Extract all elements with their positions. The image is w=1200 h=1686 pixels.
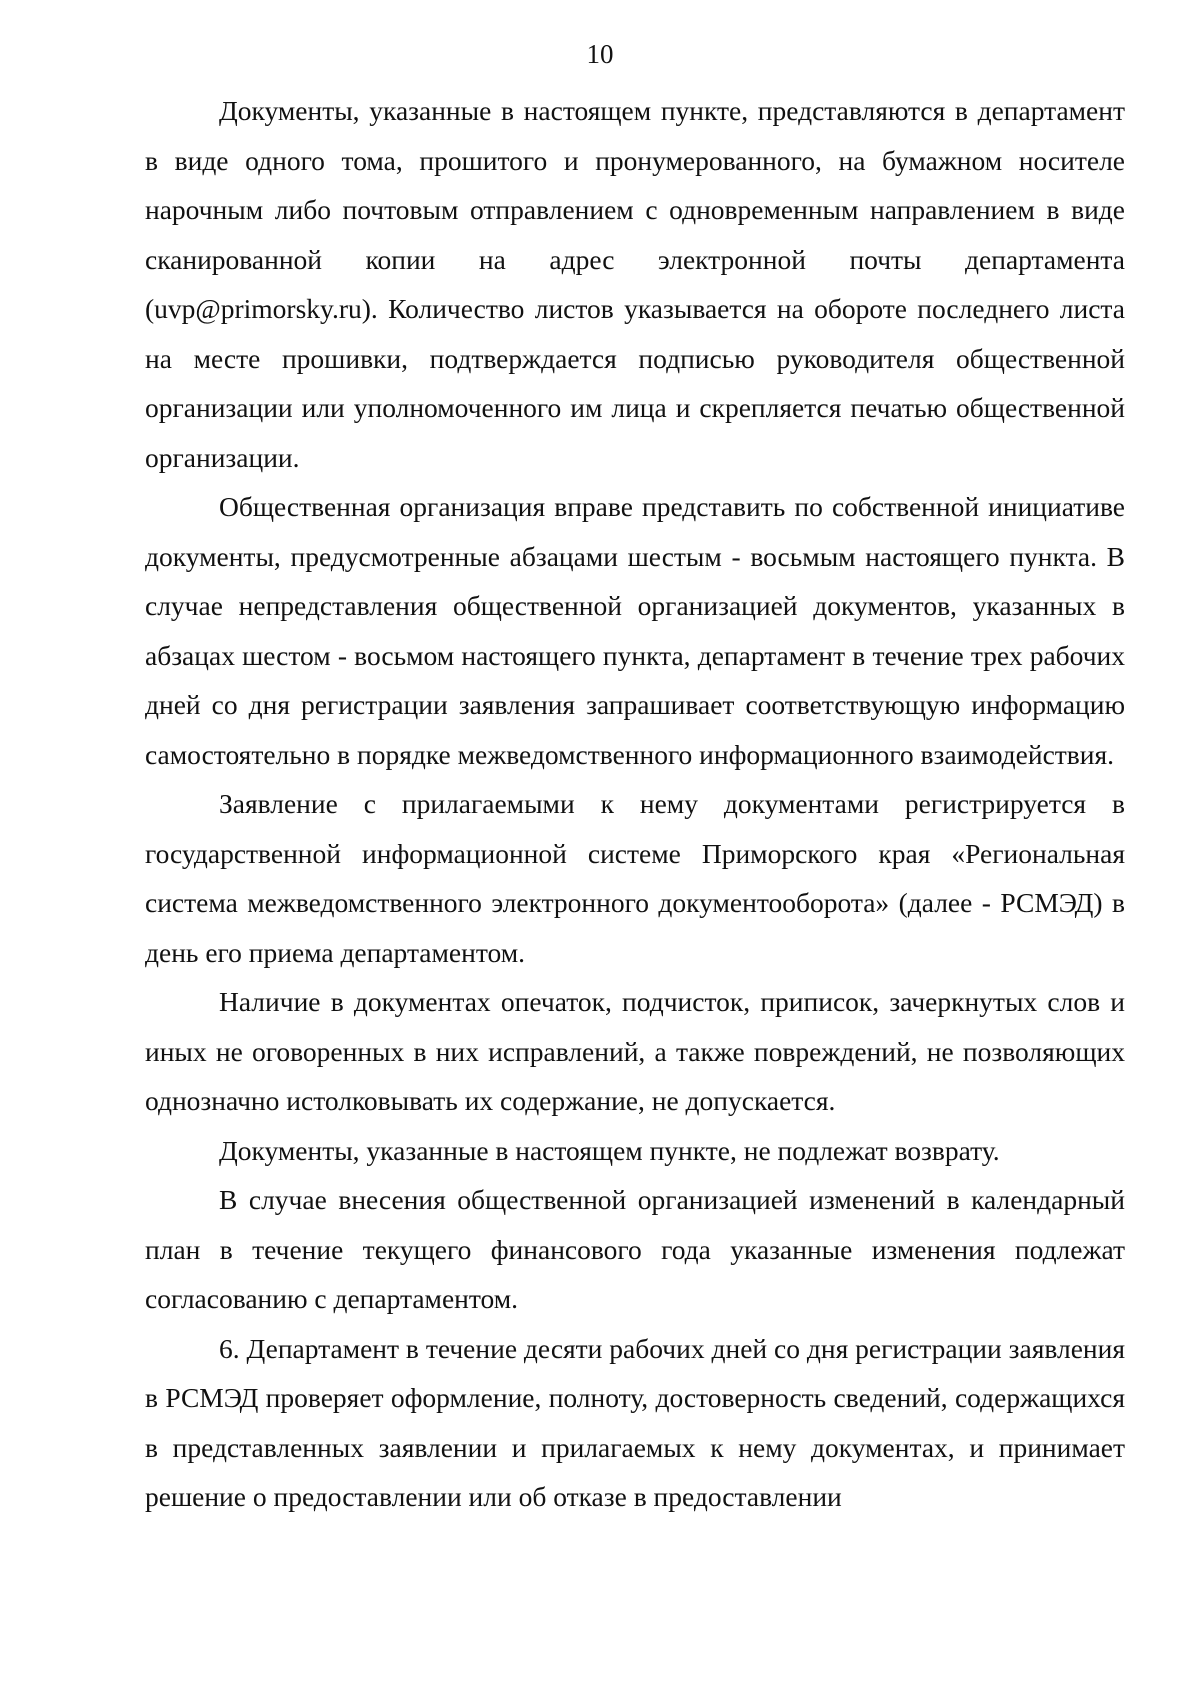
page-number: 10 [586, 39, 614, 69]
document-body [145, 86, 1125, 1522]
paragraph-documents-submission: Документы, указанные в настоящем пункте, представляются в департамент в виде одного тома, прошитого и пронумерованного, на бумажном носителе нарочным либо почтовым отправлением с одновременным направлением в виде сканированной копии на адрес электронной почты департамента (uvp@primorsky.ru). Количество листов указывается на обороте последнего листа на месте прошивки, подтверждается подписью руководителя общественной организации или уполномоченного им лица и скрепляется печатью общественной организации. [145, 95, 1125, 473]
paragraph-item-6: 6. Департамент в течение десяти рабочих дней со дня регистрации заявления в РСМЭД проверяет оформление, полноту, достоверность сведений, содержащихся в представленных заявлении и прилагаемых к нему документах, и принимает решение о предоставлении или об отказе в предоставлении [145, 1332, 1125, 1512]
paragraph-calendar-plan: В случае внесения общественной организацией изменений в календарный план в течение текущего финансового года указанные изменения подлежат согласованию с департаментом. [145, 1184, 1125, 1314]
paragraph-registration: Заявление с прилагаемыми к нему документами регистрируется в государственной информационной системе Приморского края «Региональная система межведомственного электронного документооборота» (далее - РСМЭД) в день его приема департаментом. [145, 788, 1125, 968]
paragraph-corrections: Наличие в документах опечаток, подчисток, приписок, зачеркнутых слов и иных не оговоренных в них исправлений, а также повреждений, не позволяющих однозначно истолковывать их содержание, не допускается. [145, 986, 1125, 1116]
paragraph-own-initiative: Общественная организация вправе представить по собственной инициативе документы, предусмотренные абзацами шестым - восьмым настоящего пункта. В случае непредставления общественной организацией документов, указанных в абзацах шестом - восьмом настоящего пункта, департамент в течение трех рабочих дней со дня регистрации заявления запрашивает соответствующую информацию самостоятельно в порядке межведомственного информационного взаимодействия. [145, 491, 1125, 770]
paragraph-no-return: Документы, указанные в настоящем пункте, не подлежат возврату. [219, 1134, 1000, 1166]
